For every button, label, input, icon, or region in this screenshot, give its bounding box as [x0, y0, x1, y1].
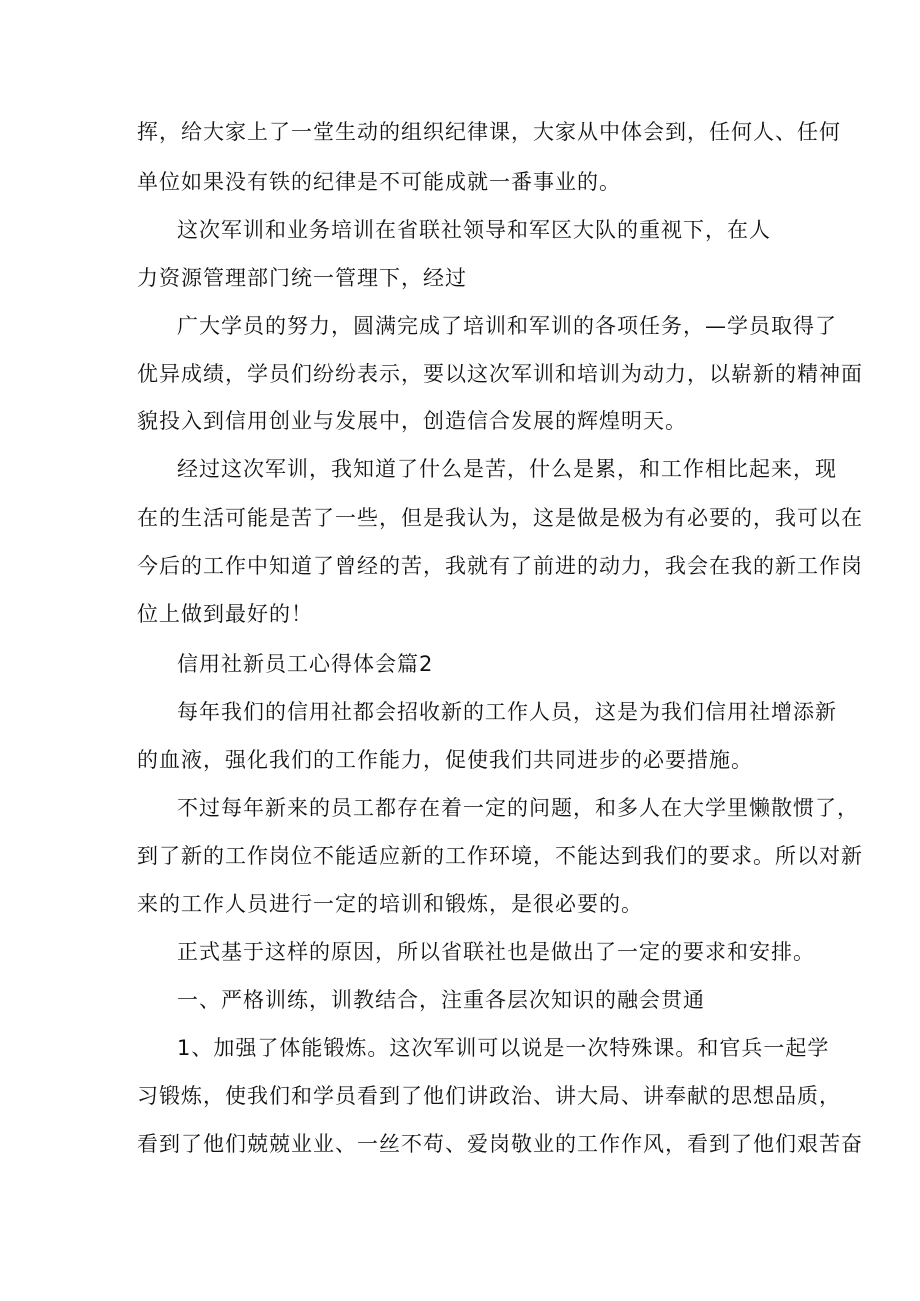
text-line-9: 在的生活可能是苦了一些，但是我认为，这是做是极为有必要的，我可以在: [137, 506, 863, 530]
text-line-13: 每年我们的信用社都会招收新的工作人员，这是为我们信用社增添新: [177, 700, 837, 724]
text-line-16: 到了新的工作岗位不能适应新的工作环境，不能达到我们的要求。所以对新: [137, 844, 863, 868]
text-line-8: 经过这次军训，我知道了什么是苦，什么是累，和工作相比起来，现: [177, 457, 837, 481]
text-line-10: 今后的工作中知道了曾经的苦，我就有了前进的动力，我会在我的新工作岗: [137, 554, 863, 578]
text-line-11: 位上做到最好的！: [137, 602, 313, 626]
text-line-14: 的血液，强化我们的工作能力，促使我们共同进步的必要措施。: [137, 748, 753, 772]
text-line-22: 看到了他们兢兢业业、一丝不苟、爱岗敬业的工作作风，看到了他们艰苦奋: [137, 1132, 863, 1156]
section-heading: 信用社新员工心得体会篇2: [177, 652, 434, 676]
text-line-2: 单位如果没有铁的纪律是不可能成就一番事业的。: [137, 170, 621, 194]
text-line-3: 这次军训和业务培训在省联社领导和军区大队的重视下，在人: [177, 218, 771, 242]
subsection-heading: 一、严格训练，训教结合，注重各层次知识的融会贯通: [177, 988, 705, 1012]
text-line-4: 力资源管理部门统一管理下，经过: [137, 266, 467, 290]
text-line-5: 广大学员的努力，圆满完成了培训和军训的各项任务，—学员取得了: [177, 314, 837, 338]
text-line-1: 挥，给大家上了一堂生动的组织纪律课，大家从中体会到，任何人、任何: [137, 120, 841, 144]
text-line-17: 来的工作人员进行一定的培训和锻炼，是很必要的。: [137, 892, 643, 916]
text-line-7: 貌投入到信用创业与发展中，创造信合发展的辉煌明天。: [137, 409, 687, 433]
text-line-6: 优异成绩，学员们纷纷表示，要以这次军训和培训为动力，以崭新的精神面: [137, 362, 863, 386]
text-line-21: 习锻炼，使我们和学员看到了他们讲政治、讲大局、讲奉献的思想品质，: [137, 1084, 841, 1108]
text-line-15: 不过每年新来的员工都存在着一定的问题，和多人在大学里懒散惯了，: [177, 796, 859, 820]
text-line-18: 正式基于这样的原因，所以省联社也是做出了一定的要求和安排。: [177, 940, 815, 964]
text-line-20: 1、加强了体能锻炼。这次军训可以说是一次特殊课。和官兵一起学: [177, 1036, 830, 1060]
